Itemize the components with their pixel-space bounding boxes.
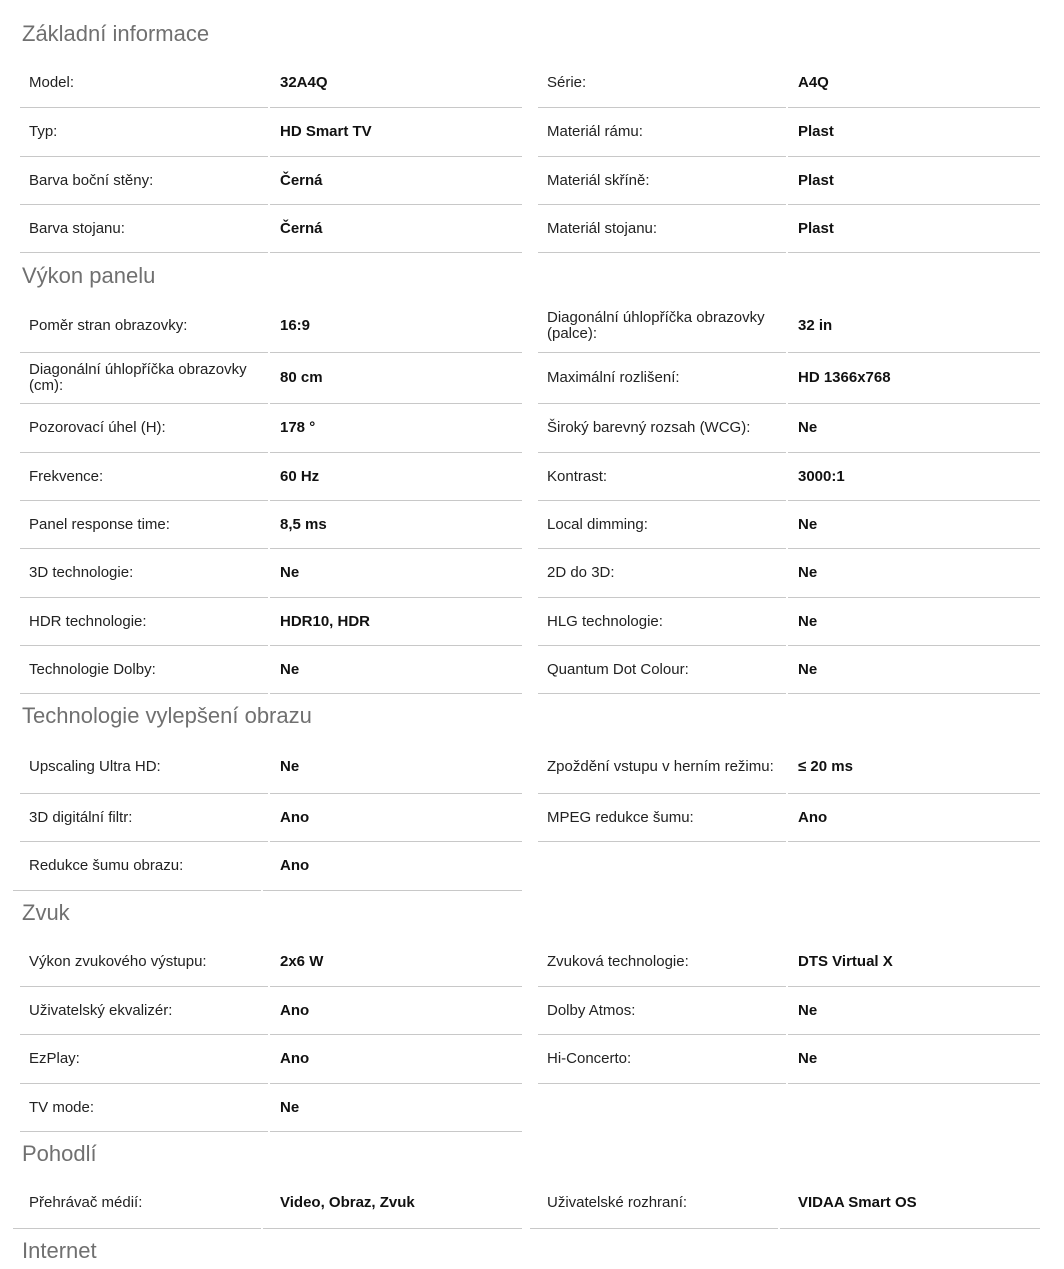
column-divider bbox=[268, 501, 270, 549]
column-divider bbox=[268, 1035, 270, 1084]
section-title: Výkon panelu bbox=[22, 263, 156, 288]
column-divider bbox=[786, 205, 788, 253]
spec-value: Černá bbox=[280, 171, 323, 189]
spec-label: Upscaling Ultra HD: bbox=[29, 757, 161, 775]
spec-value: Ne bbox=[798, 564, 818, 581]
spec-value: HD Smart TV bbox=[280, 123, 372, 140]
spec-label: Materiál skříně: bbox=[547, 171, 650, 189]
spec-row bbox=[538, 353, 1040, 404]
column-divider bbox=[786, 987, 788, 1035]
spec-row bbox=[538, 205, 1040, 253]
column-divider bbox=[786, 300, 788, 353]
section-title: Internet bbox=[22, 1238, 97, 1263]
spec-row bbox=[20, 1035, 522, 1084]
spec-value: Plast bbox=[798, 123, 834, 140]
spec-value: 178 ° bbox=[280, 419, 316, 436]
spec-row bbox=[13, 842, 522, 891]
spec-label: HDR technologie: bbox=[29, 612, 147, 630]
spec-label: EzPlay: bbox=[29, 1050, 80, 1067]
column-divider bbox=[268, 453, 270, 501]
spec-value: HD 1366x768 bbox=[798, 369, 891, 386]
spec-value: 80 cm bbox=[280, 369, 323, 386]
spec-label: Barva stojanu: bbox=[29, 219, 125, 237]
spec-value: 60 Hz bbox=[280, 467, 320, 485]
column-divider bbox=[786, 740, 788, 794]
spec-label: Materiál stojanu: bbox=[547, 219, 658, 237]
spec-label: 3D technologie: bbox=[29, 564, 134, 581]
spec-label: Pozorovací úhel (H): bbox=[29, 419, 166, 436]
section-title: Pohodlí bbox=[22, 1141, 97, 1166]
spec-value: Ne bbox=[280, 564, 300, 581]
spec-value: Černá bbox=[280, 219, 323, 237]
column-divider bbox=[268, 157, 270, 205]
column-divider bbox=[268, 598, 270, 646]
spec-label: Přehrávač médií: bbox=[29, 1194, 143, 1211]
spec-label: Poměr stran obrazovky: bbox=[29, 317, 188, 334]
column-divider bbox=[786, 549, 788, 598]
column-divider bbox=[268, 740, 270, 794]
spec-value: Ano bbox=[798, 808, 828, 826]
column-divider bbox=[268, 937, 270, 987]
spec-value: Plast bbox=[798, 219, 834, 237]
column-divider bbox=[268, 549, 270, 598]
spec-row bbox=[538, 501, 1040, 549]
spec-value: Plast bbox=[798, 171, 834, 189]
spec-label: Typ: bbox=[29, 123, 58, 140]
column-divider bbox=[786, 937, 788, 987]
spec-row bbox=[538, 1035, 1040, 1084]
column-divider bbox=[268, 205, 270, 253]
spec-label: Hi-Concerto: bbox=[547, 1050, 632, 1067]
spec-value: Ne bbox=[798, 1001, 818, 1019]
spec-value: VIDAA Smart OS bbox=[798, 1194, 917, 1211]
spec-row bbox=[20, 300, 522, 353]
spec-value: 16:9 bbox=[280, 317, 311, 334]
spec-label: 2D do 3D: bbox=[547, 564, 615, 581]
spec-row bbox=[538, 108, 1040, 157]
spec-label: Technologie Dolby: bbox=[29, 660, 156, 678]
spec-label: Redukce šumu obrazu: bbox=[29, 857, 184, 874]
spec-row bbox=[538, 58, 1040, 108]
spec-row bbox=[13, 1178, 522, 1229]
spec-label: Diagonální úhlopříčka obrazovky (palce): bbox=[547, 309, 765, 342]
spec-label: Dolby Atmos: bbox=[547, 1001, 636, 1019]
spec-label: HLG technologie: bbox=[547, 612, 663, 630]
column-divider bbox=[786, 1035, 788, 1084]
spec-label: Uživatelské rozhraní: bbox=[547, 1194, 688, 1211]
spec-value: Ne bbox=[798, 660, 818, 678]
spec-value: 3000:1 bbox=[798, 467, 845, 485]
column-divider bbox=[261, 1178, 263, 1229]
spec-value: Ne bbox=[798, 1050, 818, 1067]
spec-value: Ano bbox=[280, 857, 310, 874]
spec-label: Frekvence: bbox=[29, 467, 104, 485]
column-divider bbox=[268, 58, 270, 108]
spec-row bbox=[20, 205, 522, 253]
column-divider bbox=[786, 598, 788, 646]
column-divider bbox=[786, 794, 788, 842]
spec-label: Panel response time: bbox=[29, 515, 170, 533]
spec-value: HDR10, HDR bbox=[280, 612, 371, 630]
spec-label: Quantum Dot Colour: bbox=[547, 660, 689, 678]
spec-row bbox=[538, 987, 1040, 1035]
spec-value: Ano bbox=[280, 1050, 310, 1067]
spec-row bbox=[538, 646, 1040, 694]
spec-value: Ne bbox=[280, 1098, 300, 1116]
spec-row bbox=[20, 58, 522, 108]
column-divider bbox=[268, 794, 270, 842]
spec-row bbox=[538, 453, 1040, 501]
spec-label: Široký barevný rozsah (WCG): bbox=[547, 419, 751, 436]
spec-row bbox=[20, 501, 522, 549]
spec-label: Diagonální úhlopříčka obrazovky (cm): bbox=[29, 361, 247, 394]
spec-value: DTS Virtual X bbox=[798, 952, 893, 970]
spec-value: Ne bbox=[798, 515, 818, 533]
spec-value: 2x6 W bbox=[280, 952, 324, 970]
spec-label: Maximální rozlišení: bbox=[547, 369, 680, 386]
spec-row bbox=[20, 987, 522, 1035]
spec-row bbox=[20, 108, 522, 157]
spec-row bbox=[20, 794, 522, 842]
spec-row bbox=[20, 404, 522, 453]
spec-label: Local dimming: bbox=[547, 515, 648, 533]
spec-row bbox=[538, 300, 1040, 353]
spec-row bbox=[538, 598, 1040, 646]
spec-label: Zpoždění vstupu v herním režimu: bbox=[547, 757, 774, 775]
spec-row bbox=[20, 740, 522, 794]
spec-row bbox=[530, 1178, 1040, 1229]
spec-label: Zvuková technologie: bbox=[547, 952, 689, 970]
column-divider bbox=[786, 353, 788, 404]
column-divider bbox=[268, 108, 270, 157]
spec-value: 32 in bbox=[798, 317, 833, 334]
column-divider bbox=[786, 108, 788, 157]
column-divider bbox=[786, 453, 788, 501]
spec-row bbox=[538, 740, 1040, 794]
spec-row bbox=[538, 549, 1040, 598]
column-divider bbox=[786, 501, 788, 549]
spec-value: 8,5 ms bbox=[280, 515, 327, 533]
spec-value: Ne bbox=[280, 757, 300, 775]
spec-label: MPEG redukce šumu: bbox=[547, 808, 694, 826]
spec-label: Materiál rámu: bbox=[547, 123, 643, 140]
column-divider bbox=[778, 1178, 780, 1229]
spec-label: Model: bbox=[29, 73, 75, 91]
spec-label: Série: bbox=[547, 73, 587, 91]
column-divider bbox=[261, 842, 263, 891]
spec-label: Kontrast: bbox=[547, 467, 608, 485]
spec-value: A4Q bbox=[798, 73, 829, 91]
spec-label: Uživatelský ekvalizér: bbox=[29, 1001, 173, 1019]
spec-value: Ne bbox=[280, 660, 300, 678]
spec-label: Barva boční stěny: bbox=[29, 171, 154, 189]
column-divider bbox=[268, 987, 270, 1035]
spec-row bbox=[20, 646, 522, 694]
spec-row bbox=[20, 598, 522, 646]
spec-row bbox=[538, 404, 1040, 453]
spec-row bbox=[538, 794, 1040, 842]
column-divider bbox=[268, 300, 270, 353]
spec-row bbox=[20, 1084, 522, 1132]
column-divider bbox=[786, 646, 788, 694]
spec-value: Video, Obraz, Zvuk bbox=[280, 1194, 415, 1211]
spec-label: TV mode: bbox=[29, 1098, 95, 1116]
spec-row bbox=[20, 937, 522, 987]
column-divider bbox=[786, 58, 788, 108]
column-divider bbox=[268, 646, 270, 694]
column-divider bbox=[786, 157, 788, 205]
section-title: Technologie vylepšení obrazu bbox=[22, 703, 312, 728]
column-divider bbox=[268, 353, 270, 404]
column-divider bbox=[268, 404, 270, 453]
column-divider bbox=[786, 404, 788, 453]
spec-value: Ne bbox=[798, 612, 818, 630]
spec-value: Ne bbox=[798, 419, 818, 436]
spec-value: ≤ 20 ms bbox=[798, 757, 853, 775]
spec-label: 3D digitální filtr: bbox=[29, 808, 133, 826]
section-title: Základní informace bbox=[22, 21, 210, 46]
section-title: Zvuk bbox=[22, 900, 70, 925]
spec-value: Ano bbox=[280, 1001, 310, 1019]
spec-value: 32A4Q bbox=[280, 73, 328, 91]
spec-label: Výkon zvukového výstupu: bbox=[29, 952, 207, 970]
spec-row bbox=[20, 353, 522, 404]
spec-row bbox=[538, 937, 1040, 987]
spec-row bbox=[20, 549, 522, 598]
spec-row bbox=[20, 453, 522, 501]
spec-row bbox=[538, 157, 1040, 205]
spec-value: Ano bbox=[280, 808, 310, 826]
spec-row bbox=[20, 157, 522, 205]
column-divider bbox=[268, 1084, 270, 1132]
